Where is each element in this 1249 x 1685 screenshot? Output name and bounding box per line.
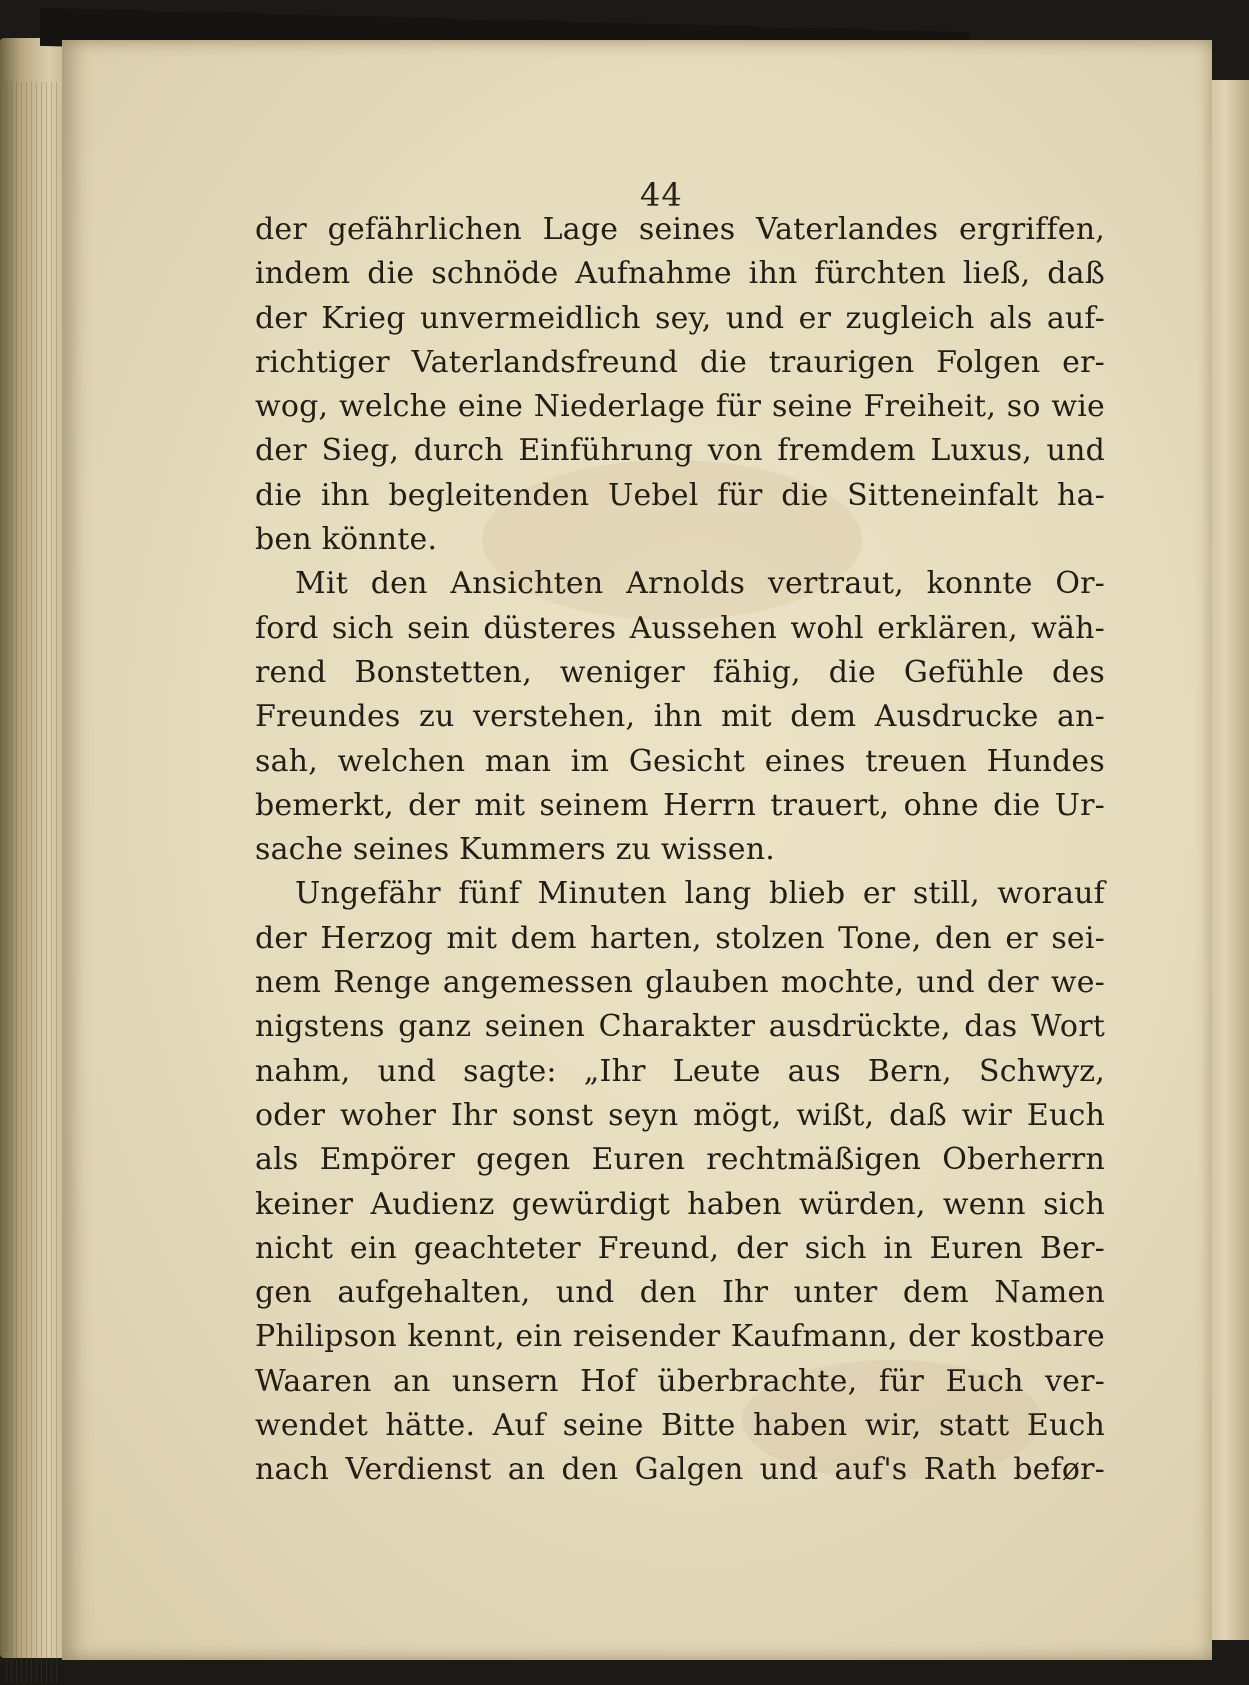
text-line: nem Renge angemessen glauben mochte, und der we- <box>255 965 1105 1001</box>
text-line: Freundes zu verstehen, ihn mit dem Ausdrucke an- <box>255 699 1105 735</box>
text-line: der Herzog mit dem harten, stolzen Tone, den er sei- <box>255 920 1105 956</box>
left-page-edges <box>6 82 60 1682</box>
text-line: indem die schnöde Aufnahme ihn fürchten ließ, daß <box>255 256 1105 292</box>
text-line: Philipson kennt, ein reisender Kaufmann, der kostbare <box>255 1319 1105 1355</box>
text-line: bemerkt, der mit seinem Herrn trauert, ohne die Ur- <box>255 787 1105 823</box>
text-line: der Sieg, durch Einführung von fremdem Luxus, und <box>255 433 1105 469</box>
text-line: oder woher Ihr sonst seyn mögt, wißt, daß wir Euch <box>255 1097 1105 1133</box>
text-line: als Empörer gegen Euren rechtmäßigen Oberherrn <box>255 1142 1105 1178</box>
text-line: Mit den Ansichten Arnolds vertraut, konnte Or- <box>295 566 1105 602</box>
text-line: gen aufgehalten, und den Ihr unter dem Namen <box>255 1275 1105 1311</box>
page-text <box>255 208 1105 1493</box>
right-page-edge <box>1208 80 1249 1640</box>
text-line: nach Verdienst an den Galgen und auf's Rath befør- <box>255 1452 1105 1488</box>
left-page-stack <box>0 38 70 1658</box>
text-line: die ihn begleitenden Uebel für die Sitteneinfalt ha- <box>255 477 1105 513</box>
text-line: wog, welche eine Niederlage für seine Freiheit, so wie <box>255 389 1105 425</box>
text-line: der gefährlichen Lage seines Vaterlandes ergriffen, <box>255 212 1105 247</box>
text-line: der Krieg unvermeidlich sey, und er zugleich als auf- <box>255 300 1105 336</box>
text-line: sah, welchen man im Gesicht eines treuen Hundes <box>255 743 1105 779</box>
text-line: nicht ein geachteter Freund, der sich in Euren Ber- <box>255 1230 1105 1266</box>
text-line: wendet hätte. Auf seine Bitte haben wir, statt Euch <box>255 1408 1105 1444</box>
text-line: Ungefähr fünf Minuten lang blieb er still, worauf <box>295 876 1105 912</box>
text-line: ben könnte. <box>255 522 438 558</box>
text-line: richtiger Vaterlandsfreund die traurigen Folgen er- <box>255 344 1105 380</box>
text-line: sache seines Kummers zu wissen. <box>255 832 775 868</box>
text-line: keiner Audienz gewürdigt haben würden, wenn sich <box>255 1186 1105 1222</box>
text-line: nahm, und sagte: „Ihr Leute aus Bern, Schwyz, <box>255 1053 1105 1089</box>
page-number: 44 <box>640 176 683 214</box>
text-line: nigstens ganz seinen Charakter ausdrückte, das Wort <box>255 1009 1105 1045</box>
text-line: rend Bonstetten, weniger fähig, die Gefühle des <box>255 654 1105 690</box>
text-line: ford sich sein düsteres Aussehen wohl erklären, wäh- <box>255 610 1105 646</box>
text-line: Waaren an unsern Hof überbrachte, für Euch ver- <box>255 1363 1105 1399</box>
